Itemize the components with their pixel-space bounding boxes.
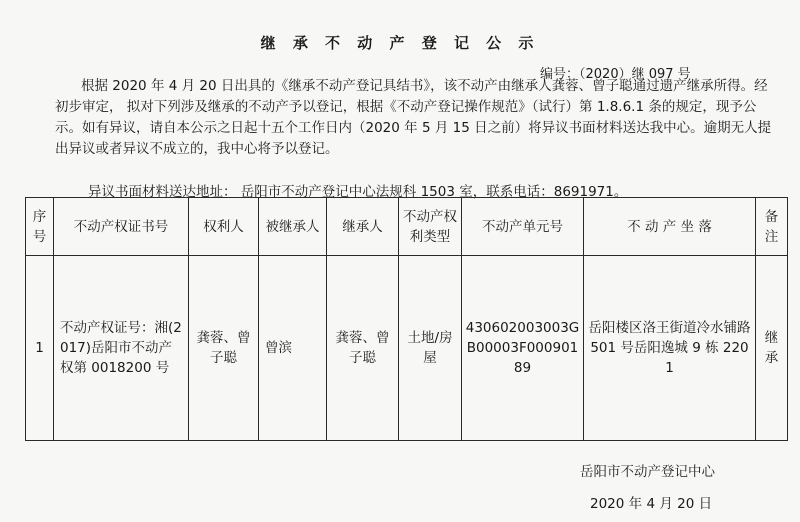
issue-date: 2020 年 4 月 20 日	[590, 496, 713, 512]
document-title: 继 承 不 动 产 登 记 公 示	[260, 34, 540, 52]
issuing-organization: 岳阳市不动产登记中心	[580, 464, 715, 480]
header-unit-no: 不动产单元号	[462, 198, 584, 256]
header-decedent: 被继承人	[259, 198, 327, 256]
objection-address: 异议书面材料送达地址： 岳阳市不动产登记中心法规科 1503 室，联系电话：8691971。	[88, 184, 628, 200]
cell-unit-no: 430602003003GB00003F00090189	[462, 256, 584, 441]
table-row	[26, 256, 788, 441]
cell-no: 1	[26, 256, 54, 441]
notice-table	[25, 197, 788, 441]
header-cert: 不动产权证书号	[54, 198, 189, 256]
cell-heir: 龚蓉、曾子聪	[327, 256, 399, 441]
header-holder: 权利人	[189, 198, 259, 256]
table-header-row	[26, 198, 788, 256]
cell-remark: 继承	[756, 256, 788, 441]
header-right-type: 不动产权利类型	[399, 198, 462, 256]
header-location: 不 动 产 坐 落	[584, 198, 756, 256]
cell-cert: 不动产权证号：湘(2017)岳阳市不动产权第 0018200 号	[54, 256, 189, 441]
header-no: 序号	[26, 198, 54, 256]
cell-decedent: 曾滨	[259, 256, 327, 441]
intro-paragraph: 根据 2020 年 4 月 20 日出具的《继承不动产登记具结书》，该不动产由继承人龚蓉、曾子聪通过遗产继承所得。经初步审定， 拟对下列涉及继承的不动产予以登记，根据《不动产登记操作规范》（试行）第 1.8.6.1 条的规定，现予公示。如有异议，请自本公示之日起十五个工作日内（2020 年 5 月 15 日之前）将异议书面材料送达我中心。逾期无人提出异议或者异议不成立的，我中心将予以登记。	[55, 78, 772, 157]
header-remark: 备注	[756, 198, 788, 256]
cell-right-type: 土地/房屋	[399, 256, 462, 441]
header-heir: 继承人	[327, 198, 399, 256]
cell-holder: 龚蓉、曾子聪	[189, 256, 259, 441]
cell-location: 岳阳楼区洛王街道冷水铺路 501 号岳阳逸城 9 栋 2201	[584, 256, 756, 441]
document-number: 编号：（2020）继 097 号	[540, 67, 691, 82]
